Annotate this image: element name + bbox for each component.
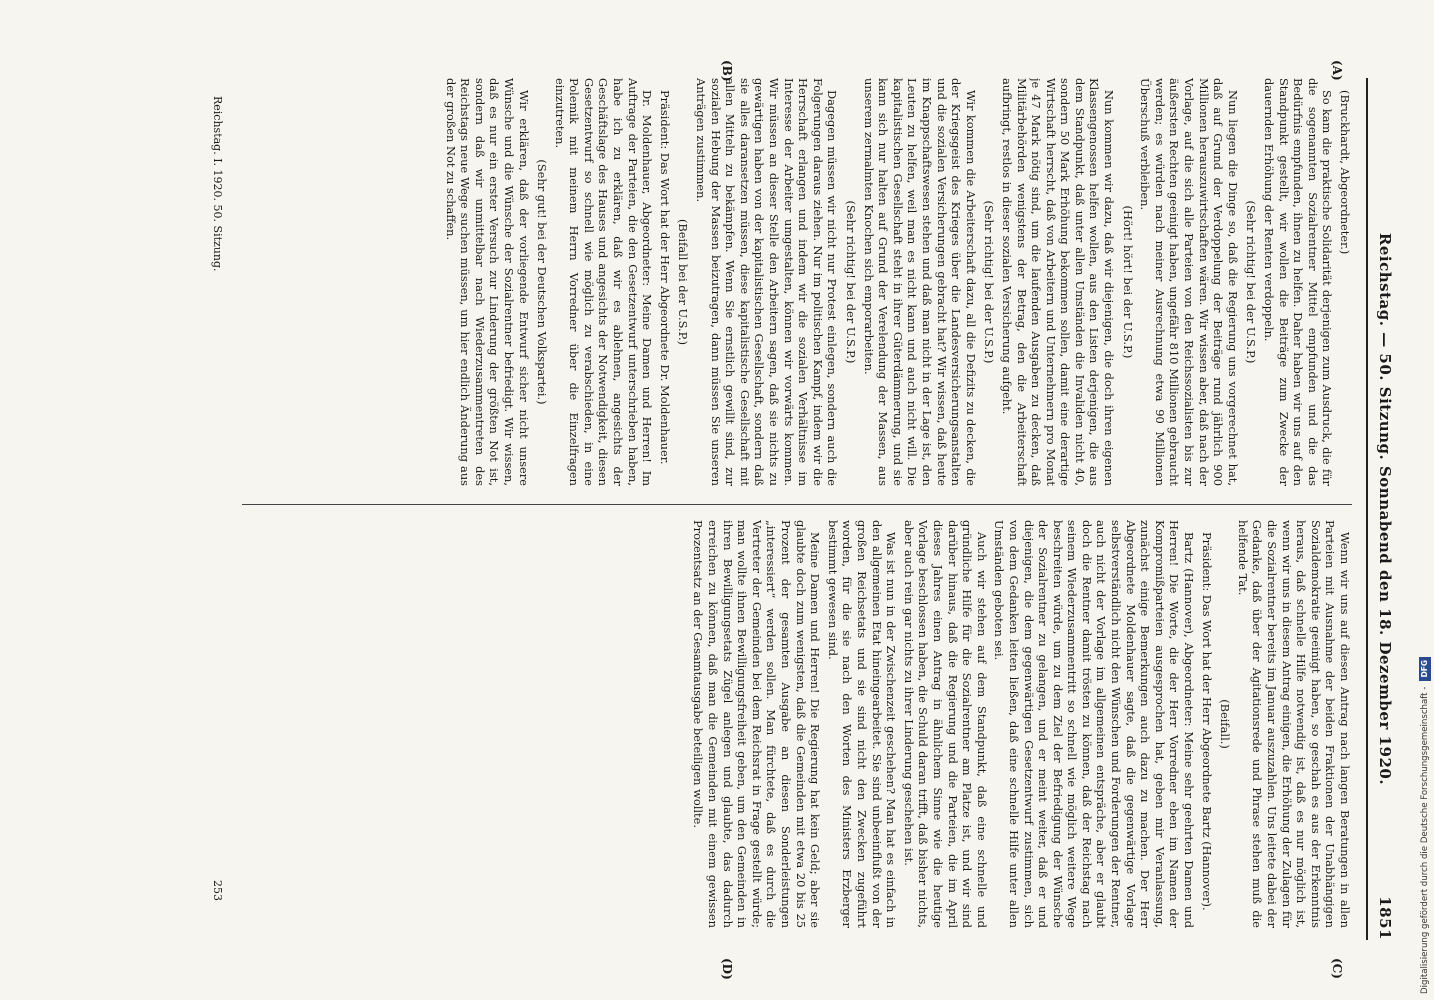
- margin-mark-c: (C): [1330, 958, 1344, 979]
- column-divider: [242, 504, 1352, 505]
- margin-mark-b: (B): [720, 60, 734, 82]
- interjection: (Sehr richtig! bei der U.S.P.): [982, 200, 997, 364]
- interjection: (Beifall.): [1218, 699, 1233, 749]
- paragraph: Präsident: Das Wort hat der Herr Abgeordnete Dr. Moldenhauer.: [657, 90, 672, 465]
- paragraph: Wir erklären, daß der vorliegende Entwurf sicher nicht unsere Wünsche und die Wünsche der Sozialrentner befriedigt. Wir wissen, daß es nur ein erster Versuch zur Linderung der größten Not ist, sondern daß wir unmittelbar nach Wiederzusammentreten des Reichstags neue Wege suchen müssen, um hier endlich Änderung aus der großen Not zu schaffen.: [443, 78, 531, 486]
- paragraph: Auch wir stehen auf dem Standpunkt, daß eine schnelle und gründliche Hilfe für die Sozialrentner am Platze ist, und wir sind darüber hinaus, daß die Regierung und die Parteien, die im April dieses Jahres einen Antrag in ähnlichem Sinne wie die heutige Vorlage beschlossen haben, die Schuld daran trifft, daß bisher nichts, aber auch rein gar nichts zu ihrer Linderung geschehen ist.: [901, 520, 989, 928]
- paragraph: Meine Damen und Herren! Die Regierung hat kein Geld; aber sie glaubte doch zum wenigsten, daß die Gemeinden mit etwa 20 bis 25 Prozent der gesamten Ausgabe an diesen Sonderleistungen „interessiert“ werden sollen. Man fürchtete, daß es durch die Vertreter der Gemeinden bei dem Reichsrat in Frage gestellt würde; man wollte ihnen Bewilligungsfreiheit geben, um den Gemeinden in ihren Bewilligungsetats Zügel anlegen und glaubte, das dadurch erreichen zu können, daß man die Gemeinden mit einem gewissen Prozentsatz an der Gesamtausgabe beteiligen wollte.: [691, 520, 823, 928]
- paragraph: Bartz (Hannover), Abgeordneter: Meine sehr geehrten Damen und Herren! Die Worte, die der Herr Vorredner eben im Namen der Kompromißparteien ausgesprochen hat, geben mir Veranlassung, zunächst einige Bemerkungen auch dazu zu machen. Der Herr Abgeordnete Moldenhauer sagte, daß die gegenwärtige Vorlage selbstverständlich nicht den Wünschen und Forderungen der Rentner, auch nicht der Vorlage im allgemeinen entspräche, aber er glaubt doch die Rentner damit trösten zu können, daß der Reichstag nach seinem Wiederzusammentritt so schnell wie möglich weitere Wege beschreiten würde, um zu dem Ziel der Befriedigung der Wünsche der Sozialrentner zu gelangen, und er meint weiter, daß er und diejenigen, die dem gegenwärtigen Gesetzentwurf zustimmen, sich von dem Gedanken leiten ließen, daß eine schnelle Hilfe unter allen Umständen geboten sei.: [992, 520, 1197, 928]
- paragraph: (Bruckhardt, Abgeordneter.): [1338, 90, 1352, 255]
- margin-mark-d: (D): [720, 958, 734, 980]
- left-column: [232, 78, 1352, 486]
- interjection: (Sehr gut! bei der Deutschen Volkspartei.): [535, 159, 550, 405]
- paragraph: So kam die praktische Solidarität derjenigen zum Ausdruck, die für die sogenannten Sozialrentner Mittel empfunden und die das Bedürfnis empfunden, ihnen zu helfen. Daher haben wir uns auf den Standpunkt gestellt, wir wollen die Beiträge zum Zwecke der dauernden Erhöhung der Renten verdoppeln.: [1262, 78, 1335, 486]
- paragraph: Wir kommen die Arbeiterschaft dazu, all die Defizits zu decken, die der Kriegsgeist des Krieges über die Landesversicherungsanstalten und die sozialen Versicherungen gebracht hat? Wir wissen, daß heute im Knappschaftswesen stehen und daß man nicht in der Lage ist, den Leuten zu helfen, weil man es nicht kann und auch nicht will. Die kapitalistischen Gesellschaft steht in ihrer Güterdämmerung, und sie kann sich nur halten auf Grund der Verelendung der Massen, aus unserem zermalmten Knochen sich emporarbeiten.: [861, 78, 978, 486]
- margin-mark-a: (A): [1330, 60, 1344, 81]
- paragraph: Nun liegen die Dinge so, daß die Regierung uns vorgerechnet hat, daß auf Grund der Verdoppelung der Beiträge rund jährlich 900 Millionen herauszuwirtschaften wären. Wir wissen aber, daß nach der Vorlage, auf die sich alle Parteien von den Reichssozialisten bis zur äußersten Rechten geeinigt haben, ungefähr 810 Millionen gebraucht werden; es würden nach meiner Ausrechnung etwa 90 Millionen Überschuß verbleiben.: [1138, 78, 1240, 486]
- footer-page-number: 253: [211, 880, 224, 901]
- paragraph: Wenn wir uns auf diesen Antrag nach langen Beratungen in allen Parteien mit Ausnahme der beiden Fraktionen der Unabhängigen Sozialdemokratie geeinigt haben, so geschah es aus der Erkenntnis heraus, daß schnelle Hilfe notwendig ist, daß es nur möglich ist, wenn wir uns in diesem Antrag einigen, die Erhöhung der Zulagen für die Sozialrentner bereits im Januar auszuzahlen. Uns leitete dabei der Gedanke, daß über der Agitationsrede und Phrase stehen muß die helfende Tat.: [1235, 520, 1352, 928]
- paragraph: Dr. Moldenhauer, Abgeordneter: Meine Damen und Herren! Im Auftrage der Parteien, die den Gesetzentwurf unterschrieben haben, habe ich zu erklären, daß wir es ablehnen, angesichts der Geschäftslage des Hauses und angesichts der Notwendigkeit, diesen Gesetzentwurf so schnell wie möglich zu verabschieden, in eine Polemik mit meinem Herrn Vorredner über die Einzelfragen einzutreten.: [552, 78, 655, 486]
- paragraph: Präsident: Das Wort hat der Herr Abgeordnete Bartz (Hannover).: [1199, 532, 1214, 911]
- interjection: (Beifall bei der U.S.P.): [676, 218, 691, 346]
- dfg-logo: DFG: [1419, 657, 1431, 681]
- paragraph: Nun kommen wir dazu, daß wir diejenigen, die doch ihren eigenen Klassengenossen helfen wollen, aus den Listen derjenigen, die aus dem Standpunkt, daß unter allen Umständen die Invaliden nicht 40, sondern 50 Mark Erhöhung bekommen sollen, damit eine derartige Wirtschaft herrscht, daß von Arbeitern und Unternehmern pro Monat je 47 Mark nötig sind, um die laufenden Ausgaben zu decken, daß Militärbehörden wenigstens der Betrag, den die Arbeiterschaft aufbringt, restlos in dieser sozialen Versicherung aufgeht.: [999, 78, 1117, 486]
- header-page-number: 1851: [1376, 896, 1394, 940]
- digitization-credit: [1417, 0, 1433, 994]
- credit-text: Digitalisierung gefördert durch die Deutsche Forschungsgemeinschaft -: [1420, 686, 1430, 994]
- footer-session: Reichstag. I. 1920. 50. Sitzung.: [211, 96, 224, 272]
- interjection: (Sehr richtig! bei der U.S.P.): [844, 200, 858, 364]
- right-column: [232, 520, 1352, 928]
- interjection: (Hört! hört! bei der U.S.P.): [1120, 205, 1135, 359]
- paragraph: Dagegen müssen wir nicht nur Protest einlegen, sondern auch die Folgerungen daraus ziehen. Nur im politischen Kampf, indem wir die Herrschaft erlangen und indem wir die sozialen Verhältnisse im Interesse der Arbeiter umgestalten, können wir vorwärts kommen. Wir müssen an dieser Stelle den Arbeitern sagen, daß sie nichts zu gewärtigen haben von der kapitalistischen Gesellschaft, sondern daß sie alles daransetzen müssen, diese kapitalistische Gesellschaft mit allen Mitteln zu bekämpfen. Wenn Sie ernstlich gewillt sind, zur sozialen Hebung der Massen beizutragen, dann müssen Sie unseren Anträgen zustimmen.: [694, 78, 840, 486]
- header-title: Reichstag. — 50. Sitzung. Sonnabend den 18. Dezember 1920.: [1376, 232, 1394, 786]
- interjection: (Sehr richtig! bei der U.S.P.): [1244, 200, 1259, 364]
- page-header: [1366, 78, 1398, 940]
- paragraph: Was ist nun in der Zwischenzeit geschehen? Man hat es einfach in den allgemeinen Etat hineingearbeitet. Sie sind unbeeinflußt von der großen Reichsetats und sie sind nicht den Zwecken zugeführt worden, für die sie nach den Worten des Ministers Erzberger bestimmt gewesen sind.: [825, 520, 899, 928]
